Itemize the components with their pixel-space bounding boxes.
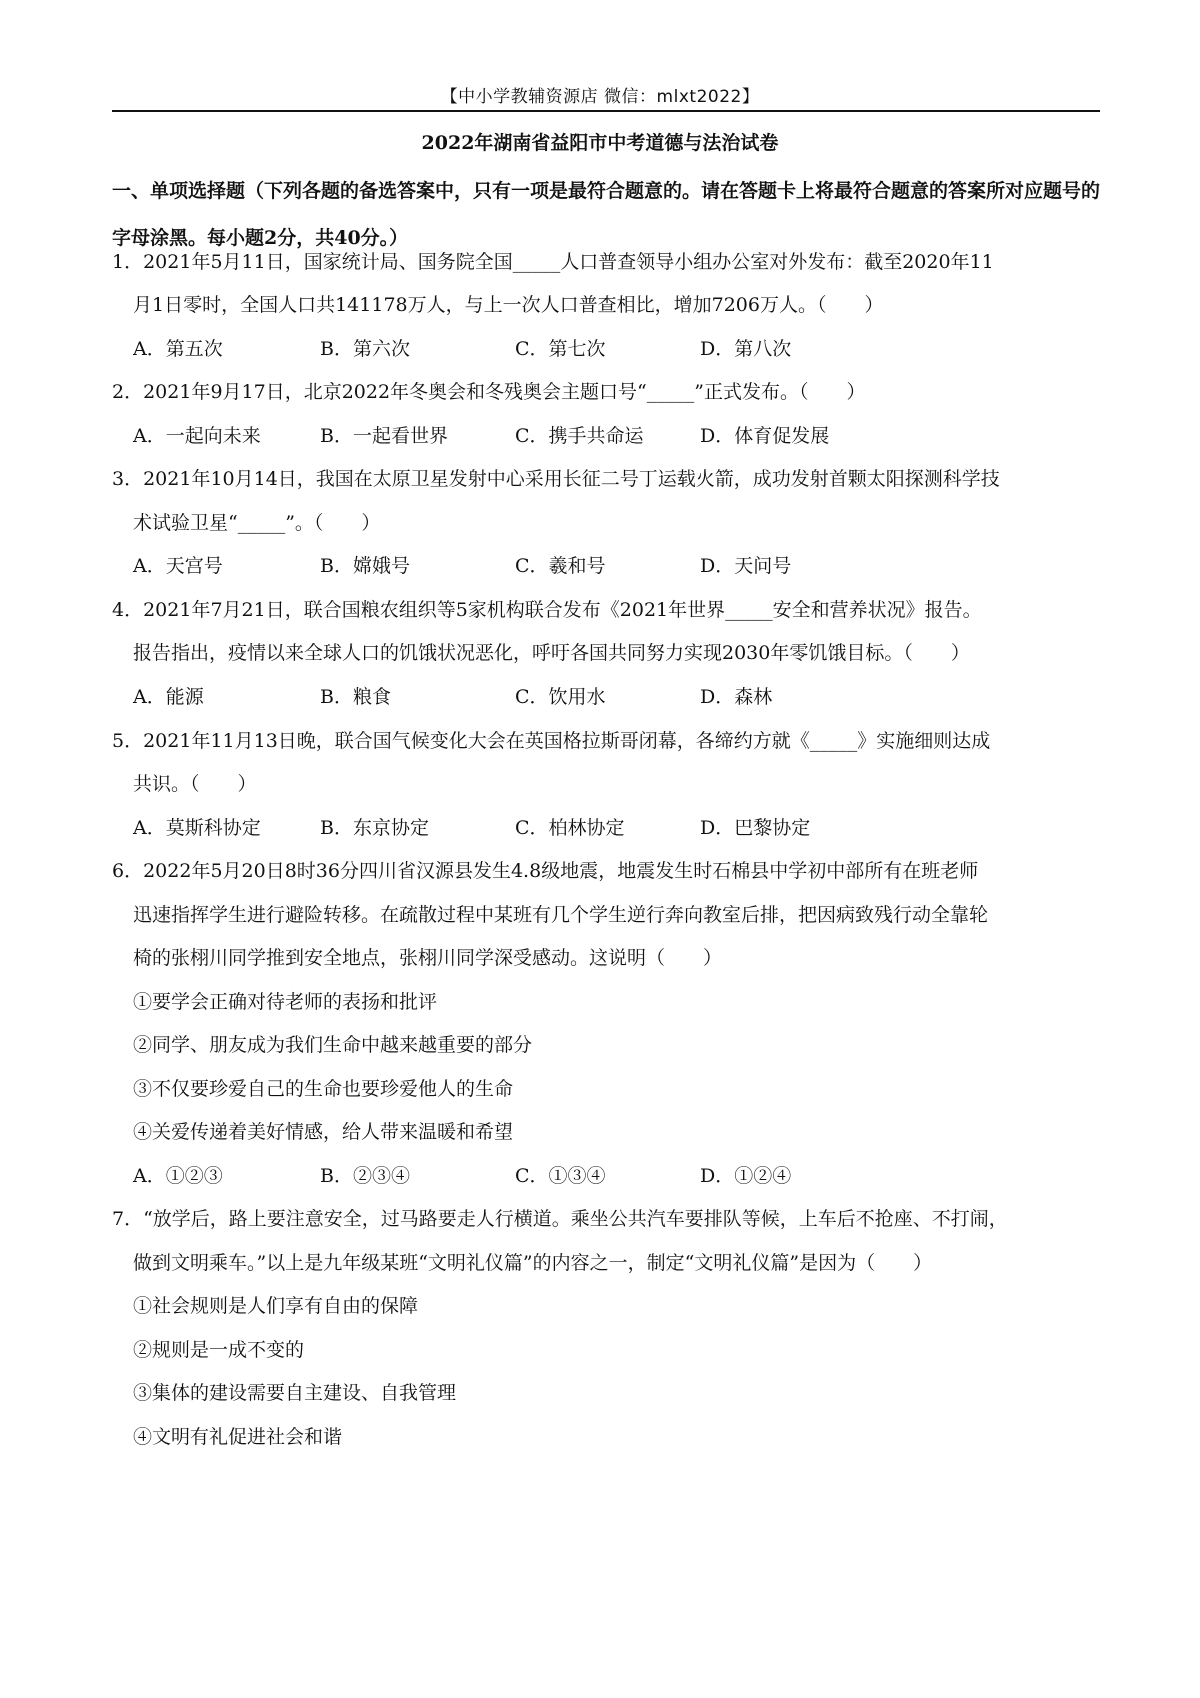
question-1-option-b: B．第六次 xyxy=(320,338,410,360)
question-1-option-a: A．第五次 xyxy=(133,338,223,360)
question-6-option-a: A．①②③ xyxy=(133,1165,223,1187)
page-header: 【中小学教辅资源店 微信：mlxt2022】 xyxy=(440,87,760,107)
question-3-option-c: C．羲和号 xyxy=(515,555,606,577)
question-6-line-2: 迅速指挥学生进行避险转移。在疏散过程中某班有几个学生逆行奔向教室后排，把因病致残行动全靠轮 xyxy=(133,904,989,926)
question-7-statement-4: ④文明有礼促进社会和谐 xyxy=(133,1426,343,1448)
question-4-option-d: D．森林 xyxy=(700,686,773,708)
page-title: 2022年湖南省益阳市中考道德与法治试卷 xyxy=(421,132,779,154)
question-6-statement-3: ③不仅要珍爱自己的生命也要珍爱他人的生命 xyxy=(133,1078,514,1100)
question-7-line-1: 7．“放学后，路上要注意安全，过马路要走人行横道。乘坐公共汽车要排队等候，上车后不抢座、不打闹， xyxy=(112,1208,1008,1230)
question-4-line-1: 4．2021年7月21日，联合国粮农组织等5家机构联合发布《2021年世界_____安全和营养状况》报告。 xyxy=(112,599,982,621)
question-6-option-c: C．①③④ xyxy=(515,1165,606,1187)
question-6-line-1: 6．2022年5月20日8时36分四川省汉源县发生4.8级地震，地震发生时石棉县中学初中部所有在班老师 xyxy=(112,860,979,882)
question-4-line-2: 报告指出，疫情以来全球人口的饥饿状况恶化，呼吁各国共同努力实现2030年零饥饿目标。（ ） xyxy=(133,642,970,664)
header-rule xyxy=(112,110,1100,112)
question-6-option-d: D．①②④ xyxy=(700,1165,792,1187)
question-1-option-c: C．第七次 xyxy=(515,338,606,360)
question-4-option-c: C．饮用水 xyxy=(515,686,606,708)
section-heading: 一、单项选择题（下列各题的备选答案中，只有一项是最符合题意的。请在答题卡上将最符合题意的答案所对应题号的字母涂黑。每小题2分，共40分。） xyxy=(112,180,1101,249)
question-2-option-b: B．一起看世界 xyxy=(320,425,448,447)
question-6-statement-2: ②同学、朋友成为我们生命中越来越重要的部分 xyxy=(133,1034,533,1056)
question-4-option-b: B．粮食 xyxy=(320,686,391,708)
question-5-line-2: 共识。（ ） xyxy=(133,773,257,795)
question-5-option-c: C．柏林协定 xyxy=(515,817,625,839)
question-2-option-c: C．携手共命运 xyxy=(515,425,644,447)
question-6-statement-4: ④关爱传递着美好情感，给人带来温暖和希望 xyxy=(133,1121,514,1143)
question-2-line-1: 2．2021年9月17日，北京2022年冬奥会和冬残奥会主题口号“_____”正式发布。（ ） xyxy=(112,381,866,403)
question-7-statement-3: ③集体的建设需要自主建设、自我管理 xyxy=(133,1382,457,1404)
question-3-option-b: B．嫦娥号 xyxy=(320,555,410,577)
question-3-line-1: 3．2021年10月14日，我国在太原卫星发射中心采用长征二号丁运载火箭，成功发射首颗太阳探测科学技 xyxy=(112,468,1000,490)
question-6-statement-1: ①要学会正确对待老师的表扬和批评 xyxy=(133,991,438,1013)
question-3-line-2: 术试验卫星“_____”。（ ） xyxy=(133,512,381,534)
question-5-option-b: B．东京协定 xyxy=(320,817,429,839)
question-7-statement-1: ①社会规则是人们享有自由的保障 xyxy=(133,1295,419,1317)
question-1-line-2: 月1日零时，全国人口共141178万人，与上一次人口普查相比，增加7206万人。（ ） xyxy=(133,294,884,316)
question-2-option-a: A．一起向未来 xyxy=(133,425,261,447)
question-5-option-d: D．巴黎协定 xyxy=(700,817,811,839)
question-6-line-3: 椅的张栩川同学推到安全地点，张栩川同学深受感动。这说明（ ） xyxy=(133,947,723,969)
question-1-option-d: D．第八次 xyxy=(700,338,792,360)
question-5-line-1: 5．2021年11月13日晚，联合国气候变化大会在英国格拉斯哥闭幕，各缔约方就《_____》实施细则达成 xyxy=(112,730,991,752)
question-5-option-a: A．莫斯科协定 xyxy=(133,817,261,839)
question-7-line-2: 做到文明乘车。”以上是九年级某班“文明礼仪篇”的内容之一，制定“文明礼仪篇”是因为（ ） xyxy=(133,1252,933,1274)
question-1-line-1: 1．2021年5月11日，国家统计局、国务院全国_____人口普查领导小组办公室对外发布：截至2020年11 xyxy=(112,251,994,273)
question-3-option-a: A．天宫号 xyxy=(133,555,223,577)
question-7-statement-2: ②规则是一成不变的 xyxy=(133,1339,305,1361)
question-6-option-b: B．②③④ xyxy=(320,1165,410,1187)
question-2-option-d: D．体育促发展 xyxy=(700,425,830,447)
question-3-option-d: D．天问号 xyxy=(700,555,792,577)
question-4-option-a: A．能源 xyxy=(133,686,204,708)
